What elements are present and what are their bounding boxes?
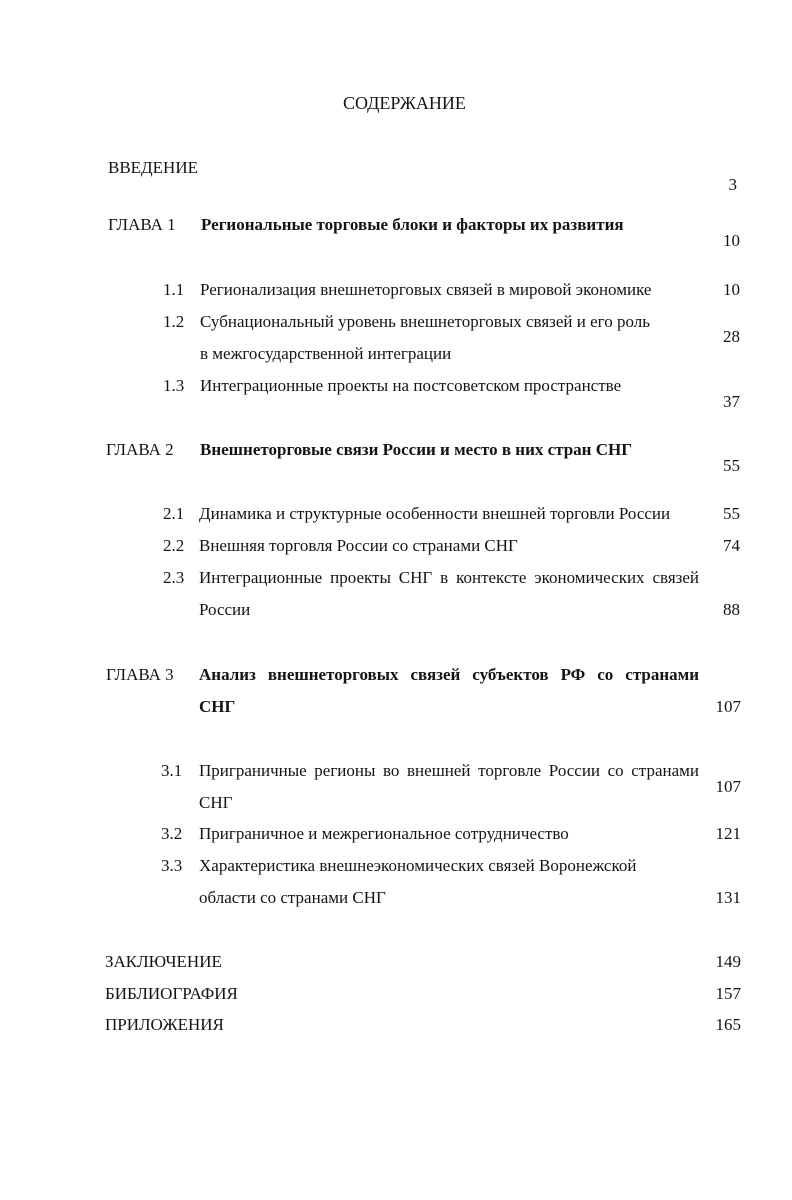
bibliography-page: 157 <box>715 984 741 1003</box>
section-2-1-title: Динамика и структурные особенности внешней торговли России <box>199 504 671 523</box>
chapter-1-page: 10 <box>723 231 740 250</box>
section-2-3-title-line-2: России <box>199 600 251 619</box>
section-1-1-page: 10 <box>723 280 740 299</box>
section-2-1-page: 55 <box>723 504 740 523</box>
section-3-1-page: 107 <box>715 777 741 796</box>
section-1-2-title-line-1: Субнациональный уровень внешнеторговых связей и его роль <box>200 312 650 331</box>
section-2-2-number: 2.2 <box>163 536 185 555</box>
section-3-3-title-line-1: Характеристика внешнеэкономических связей Воронежской <box>199 856 637 875</box>
section-1-2-number: 1.2 <box>163 312 185 331</box>
appendices-page: 165 <box>715 1015 741 1034</box>
section-2-1-number: 2.1 <box>163 504 185 523</box>
chapter-3-title-line-1: Анализ внешнеторговых связей субъектов РФ со странами <box>199 665 699 684</box>
section-1-3-page: 37 <box>723 392 740 411</box>
section-2-2-title: Внешняя торговля России со странами СНГ <box>199 536 518 555</box>
section-3-1-title-line-1: Приграничные регионы во внешней торговле России со странами <box>199 761 699 780</box>
section-1-2-title-line-2: в межгосударственной интеграции <box>200 344 452 363</box>
bibliography-label: БИБЛИОГРАФИЯ <box>105 984 238 1003</box>
section-3-2-title: Приграничное и межрегиональное сотрудничество <box>199 824 569 843</box>
section-3-3-page: 131 <box>715 888 741 907</box>
section-3-1-number: 3.1 <box>161 761 183 780</box>
chapter-2-page: 55 <box>723 456 740 475</box>
page-title: СОДЕРЖАНИЕ <box>343 93 466 113</box>
chapter-3-page: 107 <box>715 697 741 716</box>
appendices-label: ПРИЛОЖЕНИЯ <box>105 1015 224 1034</box>
section-1-1-title: Регионализация внешнеторговых связей в мировой экономике <box>200 280 652 299</box>
section-1-1-number: 1.1 <box>163 280 185 299</box>
section-3-3-number: 3.3 <box>161 856 183 875</box>
chapter-3-label: ГЛАВА 3 <box>106 665 174 684</box>
chapter-3-title-line-2: СНГ <box>199 697 236 716</box>
chapter-1-title: Региональные торговые блоки и факторы их развития <box>201 215 624 234</box>
section-2-3-page: 88 <box>723 600 740 619</box>
chapter-2-label: ГЛАВА 2 <box>106 440 174 459</box>
conclusion-page: 149 <box>715 952 741 971</box>
section-3-3-title-line-2: области со странами СНГ <box>199 888 386 907</box>
section-1-3-number: 1.3 <box>163 376 185 395</box>
section-3-2-number: 3.2 <box>161 824 183 843</box>
section-2-2-page: 74 <box>723 536 740 555</box>
section-3-1-title-line-2: СНГ <box>199 793 233 812</box>
conclusion-label: ЗАКЛЮЧЕНИЕ <box>105 952 222 971</box>
chapter-2-title: Внешнеторговые связи России и место в них стран СНГ <box>200 440 633 459</box>
section-1-2-page: 28 <box>723 327 740 346</box>
section-2-3-number: 2.3 <box>163 568 185 587</box>
section-3-2-page: 121 <box>715 824 741 843</box>
intro-label: ВВЕДЕНИЕ <box>108 158 198 177</box>
section-2-3-title-line-1: Интеграционные проекты СНГ в контексте экономических связей <box>199 568 699 587</box>
chapter-1-label: ГЛАВА 1 <box>108 215 176 234</box>
intro-page: 3 <box>728 175 737 194</box>
section-1-3-title: Интеграционные проекты на постсоветском пространстве <box>200 376 622 395</box>
